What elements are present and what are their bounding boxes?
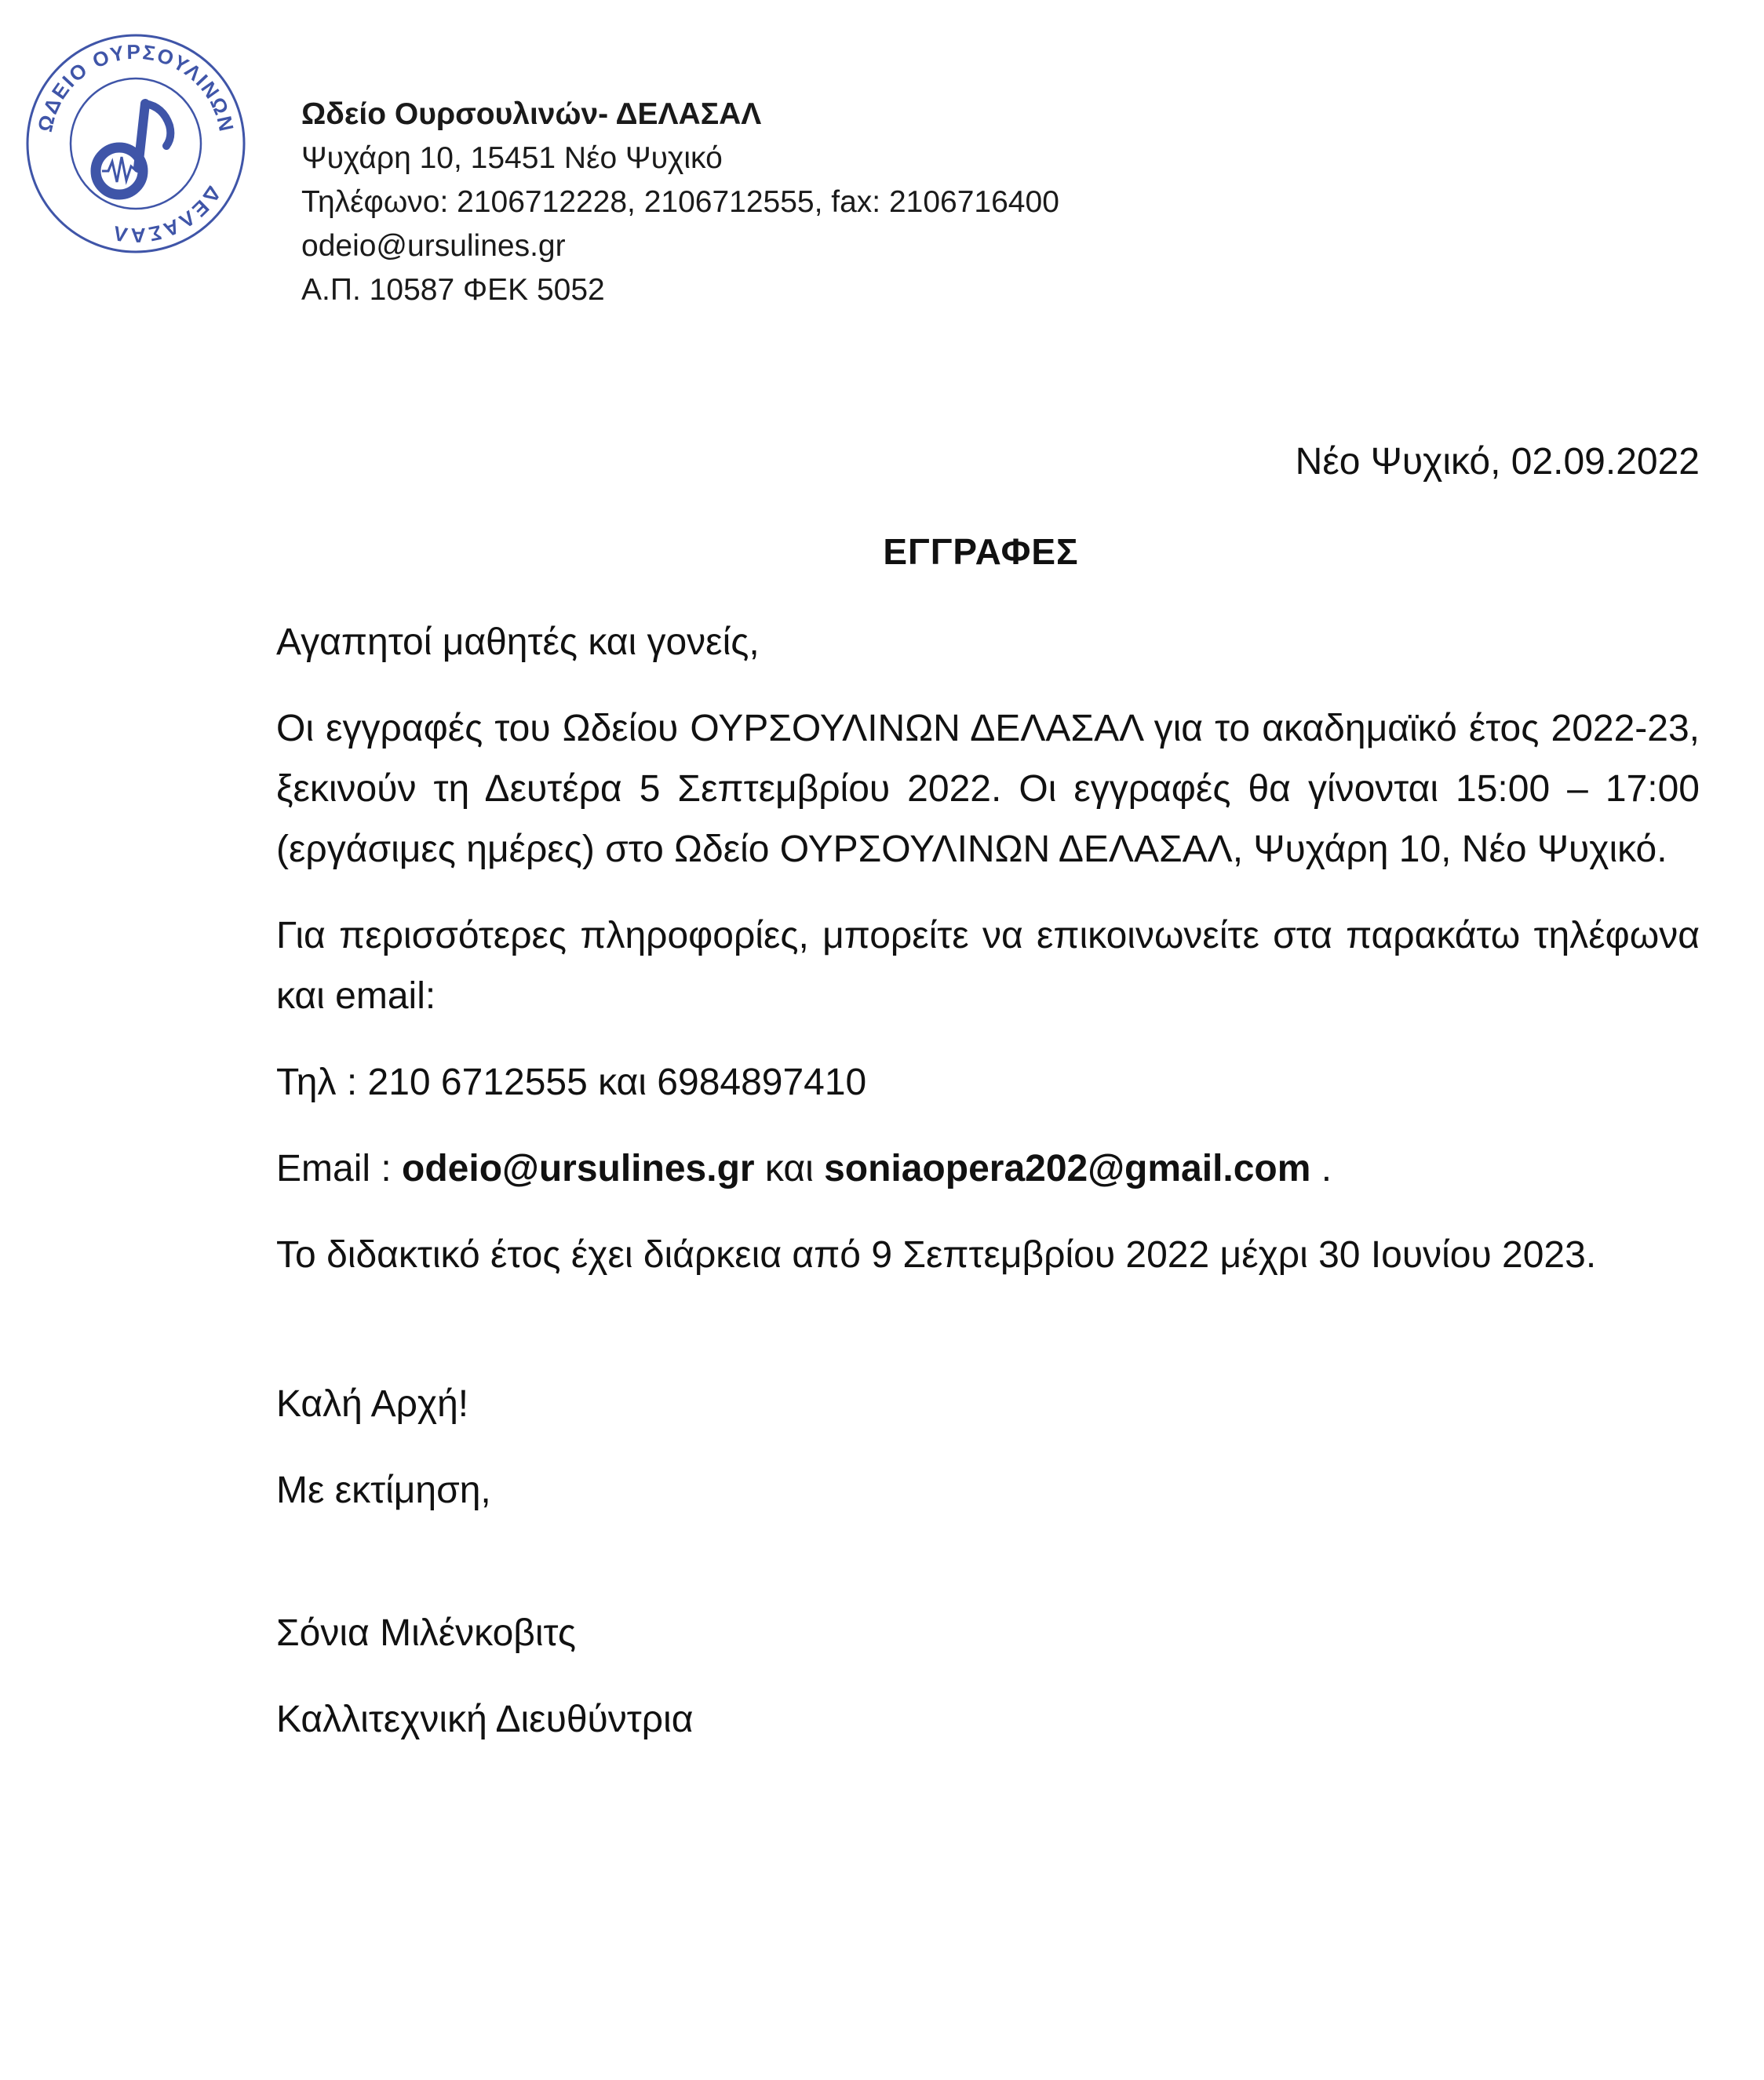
email-link-sonia[interactable]: soniaopera202@gmail.com <box>824 1148 1311 1189</box>
music-note-seal-icon <box>24 31 248 256</box>
institution-email: odeio@ursulines.gr <box>301 229 566 263</box>
email-link-odeio[interactable]: odeio@ursulines.gr <box>402 1148 755 1189</box>
letterhead <box>301 93 1321 312</box>
info-paragraph: Για περισσότερες πληροφορίες, μπορείτε να επικοινωνείτε στα παρακάτω τηλέφωνα και email: <box>276 915 1700 1017</box>
letter-date: Νέο Ψυχικό, 02.09.2022 <box>1295 441 1700 483</box>
svg-text:ΩΔΕΙΟ ΟΥΡΣΟΥΛΙΝΩΝ: ΩΔΕΙΟ ΟΥΡΣΟΥΛΙΝΩΝ <box>32 39 239 135</box>
email-suffix: . <box>1310 1148 1332 1189</box>
letter-title: ΕΓΓΡΑΦΕΣ <box>883 531 1079 572</box>
institution-registry: Α.Π. 10587 ΦΕΚ 5052 <box>301 273 605 307</box>
email-prefix: Email : <box>276 1148 403 1189</box>
institution-phone: Τηλέφωνο: 2106712228, 2106712555, fax: 2106716400 <box>301 185 1059 219</box>
email-line <box>276 1138 1700 1199</box>
academic-year-paragraph: Το διδακτικό έτος έχει διάρκεια από 9 Σεπτεμβρίου 2022 μέχρι 30 Ιουνίου 2023. <box>276 1234 1597 1276</box>
signatory-name: Σόνια Μιλένκοβιτς <box>276 1612 576 1654</box>
greeting: Αγαπητοί μαθητές και γονείς, <box>276 621 760 663</box>
conservatory-seal-logo <box>24 31 248 256</box>
letter-body <box>276 612 1700 1776</box>
institution-name: Ωδείο Ουρσουλινών- ΔΕΛΑΣΑΛ <box>301 97 762 131</box>
email-joiner: και <box>754 1148 825 1189</box>
signatory-title: Καλλιτεχνική Διευθύντρια <box>276 1699 694 1740</box>
registration-paragraph: Οι εγγραφές του Ωδείου ΟΥΡΣΟΥΛΙΝΩΝ ΔΕΛΑΣΑΛ για το ακαδημαϊκό έτος 2022-23, ξεκινούν τη Δευτέρα 5 Σεπτεμβρίου 2022. Οι εγγραφές θα γίνονται 15:00 – 17:00 (εργάσιμες ημέρες) στο Ωδείο ΟΥΡΣΟΥΛΙΝΩΝ ΔΕΛΑΣΑΛ, Ψυχάρη 10, Νέο Ψυχικό. <box>276 708 1700 870</box>
institution-address: Ψυχάρη 10, 15451 Νέο Ψυχικό <box>301 141 723 175</box>
svg-text:ΔΕΛΑΣΑΛ: ΔΕΛΑΣΑΛ <box>109 181 226 248</box>
closing-line: Καλή Αρχή! <box>276 1383 469 1425</box>
regards-line: Με εκτίμηση, <box>276 1470 491 1511</box>
phones-line: Τηλ : 210 6712555 και 6984897410 <box>276 1062 867 1103</box>
spacer <box>276 1311 1700 1374</box>
spacer <box>276 1546 1700 1603</box>
